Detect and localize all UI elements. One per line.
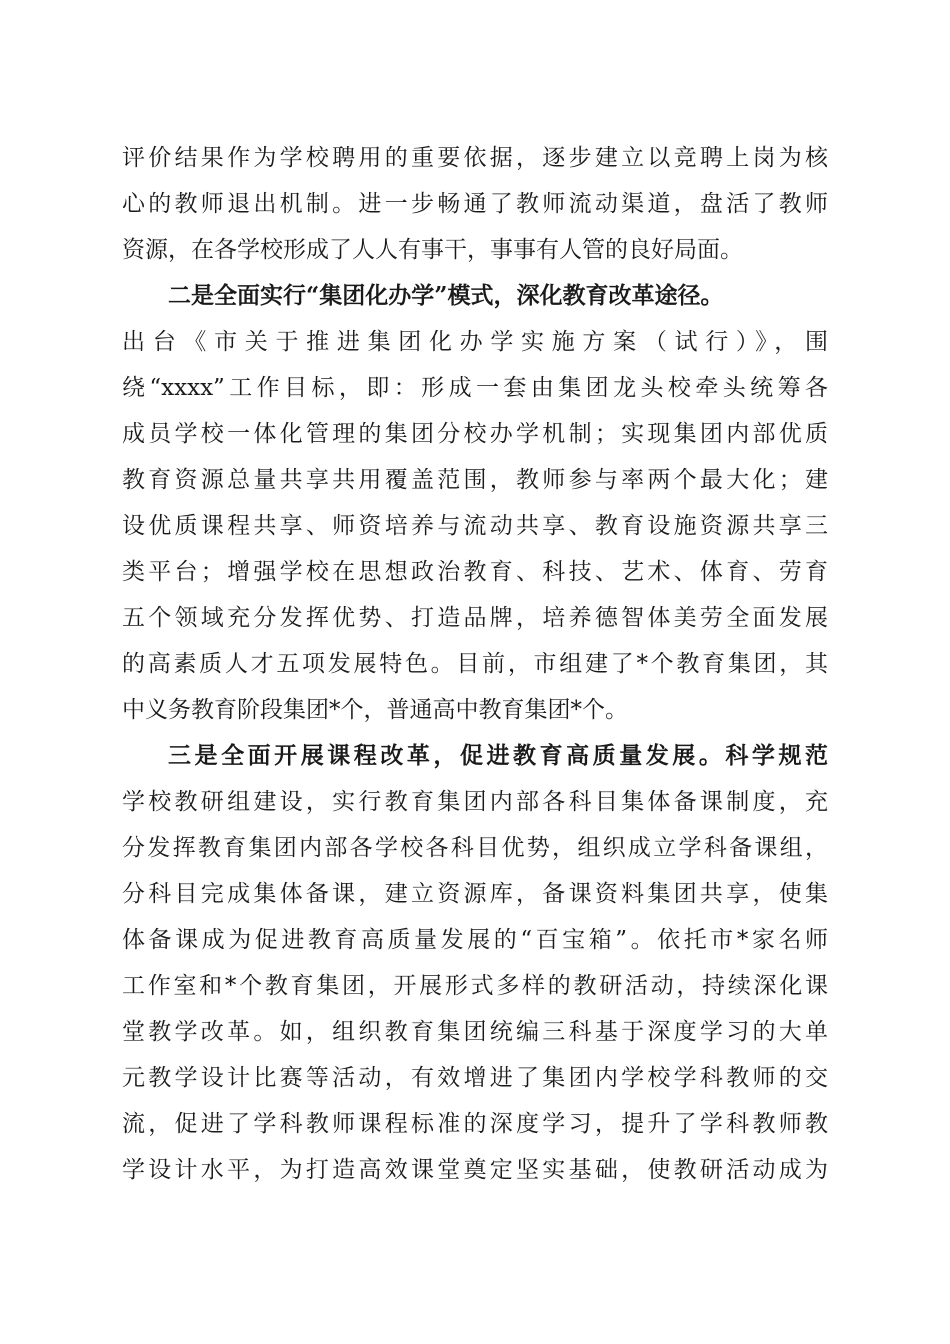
text-line: 五个领域充分发挥优势、打造品牌，培养德智体美劳全面发展 [122, 605, 828, 631]
text-line: 学校教研组建设，实行教育集团内部各科目集体备课制度，充 [122, 789, 828, 815]
paragraph-heading: 三是全面开展课程改革，促进教育高质量发展。科学规范 [168, 742, 828, 769]
text-line: 评价结果作为学校聘用的重要依据，逐步建立以竞聘上岗为核 [122, 145, 828, 171]
text-line: 分科目完成集体备课，建立资源库，备课资料集团共享，使集 [122, 881, 828, 907]
text-line: 的高素质人才五项发展特色。目前，市组建了*个教育集团，其 [122, 651, 828, 677]
text-line: 设优质课程共享、师资培养与流动共享、教育设施资源共享三 [122, 513, 828, 539]
text-line: 心的教师退出机制。进一步畅通了教师流动渠道，盘活了教师 [122, 191, 828, 217]
text-line: 元教学设计比赛等活动，有效增进了集团内学校学科教师的交 [122, 1065, 828, 1091]
text-line: 教育资源总量共享共用覆盖范围，教师参与率两个最大化；建 [122, 467, 828, 493]
text-line: 绕“xxxx”工作目标，即：形成一套由集团龙头校牵头统筹各 [122, 375, 828, 401]
text-line: 分发挥教育集团内部各学校各科目优势，组织成立学科备课组， [122, 835, 828, 861]
text-line: 堂教学改革。如，组织教育集团统编三科基于深度学习的大单 [122, 1019, 828, 1045]
text-line: 流，促进了学科教师课程标准的深度学习，提升了学科教师教 [122, 1111, 828, 1137]
text-line: 工作室和*个教育集团，开展形式多样的教研活动，持续深化课 [122, 973, 828, 999]
text-line: 出台《市关于推进集团化办学实施方案（试行）》，围 [122, 329, 828, 355]
text-line: 体备课成为促进教育高质量发展的“百宝箱”。依托市*家名师 [122, 927, 828, 953]
text-line: 学设计水平，为打造高效课堂奠定坚实基础，使教研活动成为 [122, 1157, 828, 1183]
paragraph-heading: 二是全面实行“集团化办学”模式，深化教育改革途径。 [168, 282, 724, 309]
text-line: 类平台；增强学校在思想政治教育、科技、艺术、体育、劳育 [122, 559, 828, 585]
text-line: 成员学校一体化管理的集团分校办学机制；实现集团内部优质 [122, 421, 828, 447]
text-line: 资源，在各学校形成了人人有事干，事事有人管的良好局面。 [122, 237, 743, 263]
text-line: 中义务教育阶段集团*个，普通高中教育集团*个。 [122, 697, 628, 723]
